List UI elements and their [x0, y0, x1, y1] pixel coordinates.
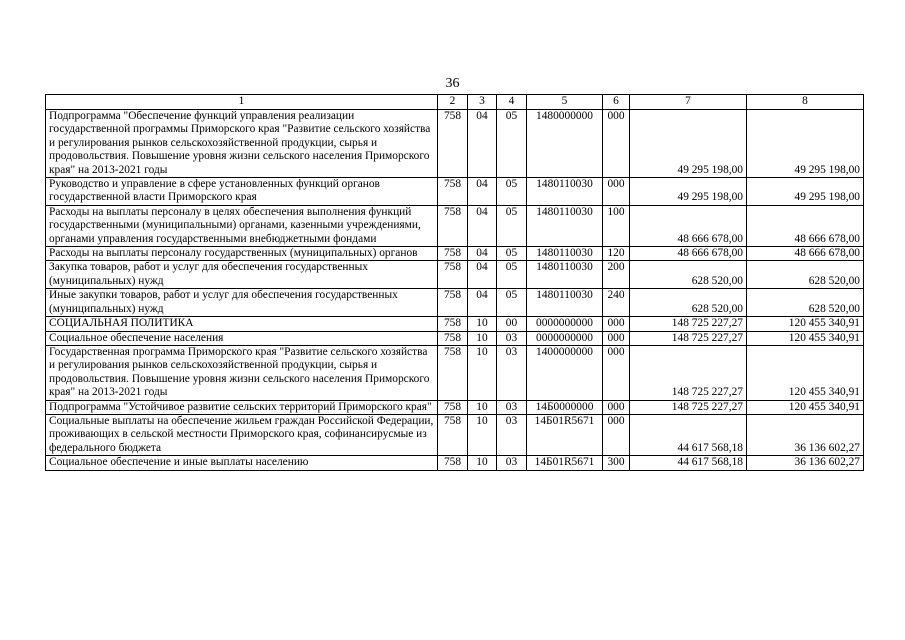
- table-row: [46, 261, 864, 289]
- admin-code: 758: [438, 345, 468, 400]
- target-article-code: 14Б01R5671: [527, 456, 603, 470]
- table-row: [46, 289, 864, 317]
- expense-type-code: 000: [603, 400, 630, 414]
- amount-year-2: 120 455 340,91: [747, 400, 864, 414]
- target-article-code: 1480110030: [527, 247, 603, 261]
- page-number: 36: [445, 76, 460, 91]
- admin-code: 758: [438, 261, 468, 289]
- amount-year-1: 628 520,00: [630, 261, 747, 289]
- amount-year-2: 36 136 602,27: [747, 414, 864, 455]
- section-code: 04: [468, 205, 497, 246]
- section-code: 10: [468, 414, 497, 455]
- table-row: [46, 110, 864, 178]
- expense-type-code: 000: [603, 317, 630, 331]
- amount-year-1: 44 617 568,18: [630, 456, 747, 470]
- amount-year-1: 44 617 568,18: [630, 414, 747, 455]
- section-code: 10: [468, 331, 497, 345]
- amount-year-2: 120 455 340,91: [747, 317, 864, 331]
- budget-table: [45, 94, 864, 471]
- amount-year-1: 148 725 227,27: [630, 345, 747, 400]
- expense-type-code: 000: [603, 178, 630, 206]
- table-row: [46, 317, 864, 331]
- amount-year-1: 628 520,00: [630, 289, 747, 317]
- amount-year-2: 120 455 340,91: [747, 331, 864, 345]
- section-code: 04: [468, 178, 497, 206]
- amount-year-1: 49 295 198,00: [630, 110, 747, 178]
- column-header: 1: [46, 95, 438, 110]
- expense-type-code: 200: [603, 261, 630, 289]
- subsection-code: 03: [497, 400, 527, 414]
- subsection-code: 05: [497, 205, 527, 246]
- target-article-code: 0000000000: [527, 317, 603, 331]
- column-header: 2: [438, 95, 468, 110]
- target-article-code: 14Б01R5671: [527, 414, 603, 455]
- section-code: 10: [468, 317, 497, 331]
- target-article-code: 1480110030: [527, 261, 603, 289]
- column-number-row: [46, 95, 864, 110]
- admin-code: 758: [438, 110, 468, 178]
- expense-type-code: 000: [603, 414, 630, 455]
- section-code: 04: [468, 247, 497, 261]
- column-header: 5: [527, 95, 603, 110]
- expense-type-code: 000: [603, 345, 630, 400]
- amount-year-1: 48 666 678,00: [630, 205, 747, 246]
- row-name: Закупка товаров, работ и услуг для обеспечения государственных (муниципальных) нужд: [46, 261, 438, 289]
- table-row: [46, 205, 864, 246]
- column-header: 6: [603, 95, 630, 110]
- row-name: Социальное обеспечение населения: [46, 331, 438, 345]
- row-name: Подпрограмма "Устойчивое развитие сельских территорий Приморского края": [46, 400, 438, 414]
- row-name: СОЦИАЛЬНАЯ ПОЛИТИКА: [46, 317, 438, 331]
- expense-type-code: 000: [603, 331, 630, 345]
- admin-code: 758: [438, 317, 468, 331]
- section-code: 10: [468, 456, 497, 470]
- row-name: Социальные выплаты на обеспечение жильем граждан Российской Федерации, проживающих в сельской местности Приморского края, софинансирусмые из федерального бюджета: [46, 414, 438, 455]
- subsection-code: 03: [497, 414, 527, 455]
- table-row: [46, 178, 864, 206]
- target-article-code: 1400000000: [527, 345, 603, 400]
- admin-code: 758: [438, 178, 468, 206]
- admin-code: 758: [438, 247, 468, 261]
- row-name: Подпрограмма "Обеспечение функций управления реализации государственной программы Приморского края "Развитие сельского хозяйства и регулирования рынков сельскохозяйственной продукции, сырья и продовольствия. Повышение уровня жизни сельского населения Приморского края" на 2013-2021 годы: [46, 110, 438, 178]
- section-code: 04: [468, 110, 497, 178]
- target-article-code: 1480110030: [527, 178, 603, 206]
- amount-year-2: 36 136 602,27: [747, 456, 864, 470]
- section-code: 04: [468, 261, 497, 289]
- subsection-code: 05: [497, 247, 527, 261]
- table-row: [46, 414, 864, 455]
- amount-year-2: 120 455 340,91: [747, 345, 864, 400]
- target-article-code: 14Б0000000: [527, 400, 603, 414]
- column-header: 3: [468, 95, 497, 110]
- amount-year-1: 148 725 227,27: [630, 331, 747, 345]
- expense-type-code: 120: [603, 247, 630, 261]
- admin-code: 758: [438, 400, 468, 414]
- table-row: [46, 400, 864, 414]
- amount-year-2: 49 295 198,00: [747, 178, 864, 206]
- subsection-code: 03: [497, 345, 527, 400]
- table-row: [46, 456, 864, 470]
- row-name: Расходы на выплаты персоналу в целях обеспечения выполнения функций государственными (муниципальными) органами, казенными учреждениями, органами управления государственными внебюджетными фондами: [46, 205, 438, 246]
- subsection-code: 00: [497, 317, 527, 331]
- amount-year-1: 148 725 227,27: [630, 317, 747, 331]
- subsection-code: 05: [497, 178, 527, 206]
- table-row: [46, 345, 864, 400]
- section-code: 10: [468, 345, 497, 400]
- column-header: 8: [747, 95, 864, 110]
- expense-type-code: 000: [603, 110, 630, 178]
- amount-year-2: 628 520,00: [747, 261, 864, 289]
- amount-year-2: 49 295 198,00: [747, 110, 864, 178]
- subsection-code: 05: [497, 110, 527, 178]
- admin-code: 758: [438, 414, 468, 455]
- amount-year-1: 148 725 227,27: [630, 400, 747, 414]
- section-code: 04: [468, 289, 497, 317]
- subsection-code: 03: [497, 456, 527, 470]
- row-name: Иные закупки товаров, работ и услуг для обеспечения государственных (муниципальных) нужд: [46, 289, 438, 317]
- row-name: Социальное обеспечение и иные выплаты населению: [46, 456, 438, 470]
- row-name: Расходы на выплаты персоналу государственных (муниципальных) органов: [46, 247, 438, 261]
- admin-code: 758: [438, 289, 468, 317]
- target-article-code: 1480110030: [527, 205, 603, 246]
- section-code: 10: [468, 400, 497, 414]
- admin-code: 758: [438, 205, 468, 246]
- target-article-code: 1480110030: [527, 289, 603, 317]
- table-row: [46, 247, 864, 261]
- admin-code: 758: [438, 331, 468, 345]
- expense-type-code: 240: [603, 289, 630, 317]
- subsection-code: 05: [497, 261, 527, 289]
- target-article-code: 1480000000: [527, 110, 603, 178]
- admin-code: 758: [438, 456, 468, 470]
- amount-year-2: 48 666 678,00: [747, 205, 864, 246]
- amount-year-1: 49 295 198,00: [630, 178, 747, 206]
- target-article-code: 0000000000: [527, 331, 603, 345]
- subsection-code: 03: [497, 331, 527, 345]
- table-row: [46, 331, 864, 345]
- row-name: Государственная программа Приморского края "Развитие сельского хозяйства и регулирования рынков сельскохозяйственной продукции, сырья и продовольствия. Повышение уровня жизни сельского населения Приморского края" на 2013-2021 годы: [46, 345, 438, 400]
- subsection-code: 05: [497, 289, 527, 317]
- column-header: 4: [497, 95, 527, 110]
- amount-year-1: 48 666 678,00: [630, 247, 747, 261]
- row-name: Руководство и управление в сфере установленных функций органов государственной власти Приморского края: [46, 178, 438, 206]
- amount-year-2: 48 666 678,00: [747, 247, 864, 261]
- table-body: [46, 95, 864, 471]
- amount-year-2: 628 520,00: [747, 289, 864, 317]
- expense-type-code: 100: [603, 205, 630, 246]
- expense-type-code: 300: [603, 456, 630, 470]
- column-header: 7: [630, 95, 747, 110]
